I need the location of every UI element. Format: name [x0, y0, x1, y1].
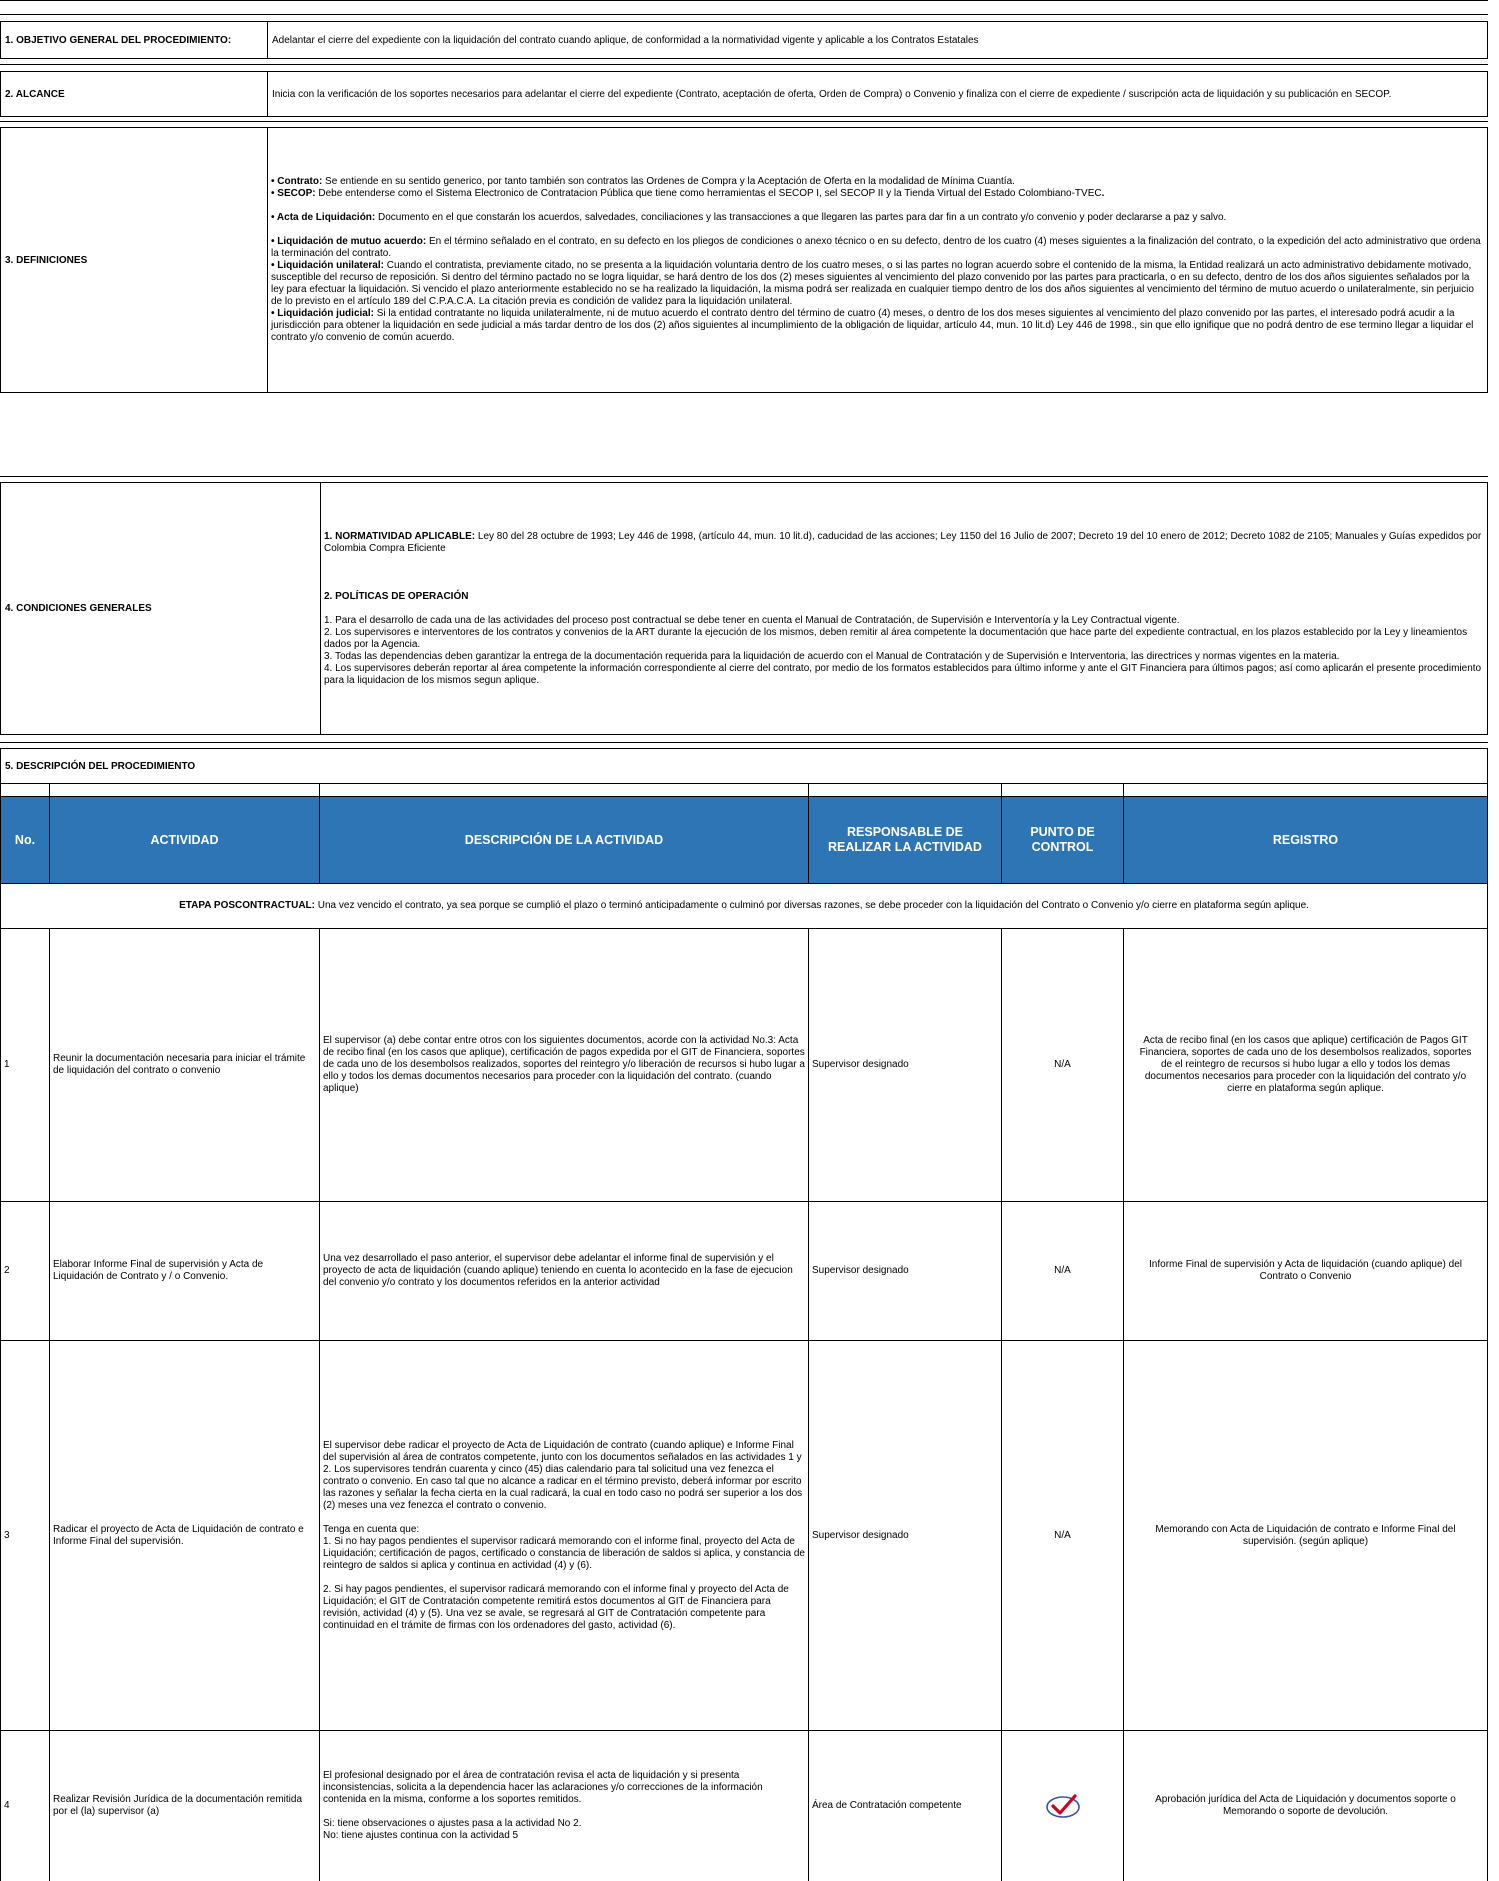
desc-paragraph: El supervisor debe radicar el proyecto de Acta de Liquidación de contrato (cuando aplique) e Informe Final del supervisión al área de contratos competente, junto con los documentos señalados en las actividades 1 y 2. Los supervisores tendrán cuarenta y cinco (45) dias calendario para tal solicitud una vez fenezca el contrato o convenio. En caso tal que no alcance a radicar en el término previsto, deberá informar por escrito las razones y señalar la fecha cierta en la cual radicará, la cual en todo caso no podrá ser superior a los dos (2) meses una vez fenezca el contrato o convenio. — [323, 1439, 803, 1511]
desc-paragraph: No: tiene ajustes continua con la actividad 5 — [323, 1830, 519, 1841]
cond-title: 1. NORMATIVIDAD APLICABLE: — [324, 530, 476, 542]
stage-text — [1, 884, 1487, 928]
policy-item: 1. Para el desarrollo de cada una de las actividades del proceso post contractual se debe tener en cuenta el Manual de Contratación, de Supervisión e Interventoría y la Ley Contractual vigente. — [324, 614, 1180, 626]
section-descripcion — [0, 748, 1488, 784]
def-term: • SECOP: — [271, 188, 316, 199]
row-descripcion — [320, 1341, 809, 1730]
section-label: 5. DESCRIPCIÓN DEL PROCEDIMIENTO — [5, 760, 196, 772]
row-responsable: Supervisor designado — [809, 1202, 1002, 1340]
row-punto-control: N/A — [1002, 1202, 1124, 1340]
desc-paragraph: 2. Si hay pagos pendientes, el supervisor radicará memorando con el informe final y proyecto del Acta de Liquidación; el GIT de Contratación competente remitirá estos documentos al GIT de Financiera para revisión, actividad (4) y (5). Una vez se avale, se regresará al GIT de Contratación competente para continuidad en el trámite de firmas con los ordenadores del gasto, actividad (6). — [323, 1583, 789, 1631]
row-number: 2 — [1, 1202, 50, 1340]
row-punto-control — [1002, 1731, 1124, 1881]
divider — [0, 64, 1488, 65]
divider — [0, 742, 1488, 743]
section-objetivo — [0, 21, 1488, 59]
header-responsable: RESPONSABLE DE REALIZAR LA ACTIVIDAD — [809, 797, 1002, 883]
policy-item: 4. Los supervisores deberán reportar al área competente la información correspondiente al cierre del contrato, por medio de los formatos establecidos para último informe y ante el GIT Financiera para últimos pagos; así como aplicarán el presente procedimiento para la liquidacion de los mismos segun aplique. — [324, 662, 1482, 686]
section-label: 2. ALCANCE — [1, 72, 268, 116]
top-rule-2 — [0, 14, 1488, 15]
row-actividad: Realizar Revisión Jurídica de la documentación remitida por el (la) supervisor (a) — [50, 1731, 320, 1881]
section-label: 1. OBJETIVO GENERAL DEL PROCEDIMIENTO: — [1, 22, 268, 58]
def-text: Debe entenderse como el Sistema Electronico de Contratacion Pública que tiene como herramientas el SECOP I, sel SECOP II y la Tienda Virtual del Estado Colombiano-TVEC — [315, 188, 1102, 199]
table-header — [0, 796, 1488, 884]
def-term: • Liquidación judicial: — [271, 308, 374, 319]
conditions-body — [321, 483, 1487, 734]
section-label: 4. CONDICIONES GENERALES — [1, 483, 321, 734]
stage-title: ETAPA POSCONTRACTUAL: — [179, 900, 315, 911]
stage-row — [0, 884, 1488, 929]
row-registro: Memorando con Acta de Liquidación de contrato e Informe Final del supervisión. (según aplique) — [1155, 1523, 1456, 1547]
row-punto-control: N/A — [1002, 1341, 1124, 1730]
desc-paragraph: 1. Si no hay pagos pendientes el supervisor radicará memorando con el informe final, proyecto del Acta de Liquidación; certificación de pagos, certificado o constancia de liberación de saldos si aplica, y constancia de reintegro de saldos si aplica y continua en actividad (4) y (6). — [323, 1535, 805, 1571]
row-number: 1 — [1, 929, 50, 1201]
section-definiciones — [0, 127, 1488, 393]
header-actividad: ACTIVIDAD — [50, 797, 320, 883]
checkmark-control-icon — [1045, 1793, 1081, 1819]
row-registro: Acta de recibo final (en los casos que aplique) certificación de Pagos GIT Financiera, soportes de cada uno de los desembolsos realizados, soportes de el reintegro de recursos si hubo lugar a ello y todos los demas documentos necesarios para proceder con la liquidación del contrato y/o cierre en plataforma según aplique. — [1139, 1035, 1472, 1094]
section-label: 3. DEFINICIONES — [1, 128, 268, 392]
cond-title: 2. POLÍTICAS DE OPERACIÓN — [324, 590, 469, 602]
desc-paragraph: Si: tiene observaciones o ajustes pasa a la actividad No 2. — [323, 1818, 582, 1829]
header-registro: REGISTRO — [1272, 832, 1339, 847]
table-row — [0, 929, 1488, 1202]
header-no: No. — [1, 797, 50, 883]
row-descripcion: El supervisor (a) debe contar entre otros con los siguientes documentos, acorde con la actividad No.3: Acta de recibo final (en los casos que aplique), certificación de pagos expedida por el GIT de Financiera, soportes de cada uno de los desembolsos realizados, soportes del reintegro y/o liberación de recursos si hubo lugar a ello y todos los demas documentos necesarios para proceder con la liquidación del contrato. (cuando aplique) — [320, 929, 809, 1201]
row-number: 4 — [1, 1731, 50, 1881]
row-actividad: Elaborar Informe Final de supervisión y Acta de Liquidación de Contrato y / o Convenio. — [50, 1202, 320, 1340]
policy-item: 3. Todas las dependencias deben garantizar la entrega de la documentación requerida para la liquidación de acuerdo con el Manual de Contratación y de Supervisión e Interventoria, las directrices y normas vigentes en la materia. — [324, 650, 1340, 662]
table-row — [0, 1731, 1488, 1881]
section-text: Adelantar el cierre del expediente con la liquidación del contrato cuando aplique, de conformidad a la normatividad vigente y aplicable a los Contratos Estatales — [272, 34, 979, 46]
row-registro: Aprobación jurídica del Acta de Liquidación y documentos soporte o Memorando o soporte de devolución. — [1155, 1794, 1456, 1817]
policy-item: 2. Los supervisores e interventores de los contratos y convenios de la ART durante la ejecución de los mismos, deben remitir al área competente la documentación que hace parte del expediente contractual, en los plazos establecido por la Ley y lineamientos dados por la Agencia. — [324, 626, 1468, 650]
def-term: • Liquidación unilateral: — [271, 260, 384, 271]
section-alcance — [0, 71, 1488, 117]
def-text: Documento en el que constarán los acuerdos, salvedades, conciliaciones y las transacciones a que llegaren las partes para dar fin a un contrato y/o convenio y poder declararse a paz y salvo. — [375, 212, 1227, 223]
row-descripcion — [320, 1731, 809, 1881]
definitions-body — [268, 128, 1487, 392]
row-responsable: Supervisor designado — [809, 1341, 1002, 1730]
table-row — [0, 1341, 1488, 1731]
def-text: Se entiende en su sentido generico, por tanto también son contratos las Ordenes de Compra y la Aceptación de Oferta en la modalidad de Mínima Cuantía. — [322, 176, 1015, 187]
def-text: Cuando el contratista, previamente citado, no se presenta a la liquidación voluntaria dentro de los cuatro meses, o si las partes no logran acuerdo sobre el contenido de la misma, la Entidad realizará un acto administrativo debidamente motivado, susceptible del recurso de reposición. Si dentro del término pactado no se logra liquidar, se hará dentro de los dos (2) meses siguientes al vencimiento del plazo convenido por las partes para practicarla, o en su defecto, dentro de los dos años siguientes señalados por la ley para efectuar la liquidación. Si vencido el plazo anteriormente establecido no se ha realizado la liquidación, la misma podrá ser realizada en cualquier tiempo dentro de los dos años siguientes al vencimiento del término de mutuo acuerdo o unilateralmente, sin perjuicio de lo previsto en el artículo 189 del C.P.A.C.A. La citación previa es condición de validez para la liquidación unilateral. — [271, 260, 1474, 307]
top-rule — [0, 0, 1488, 1]
row-punto-control: N/A — [1002, 929, 1124, 1201]
divider — [0, 121, 1488, 122]
header-descripcion: DESCRIPCIÓN DE LA ACTIVIDAD — [320, 797, 809, 883]
row-actividad: Radicar el proyecto de Acta de Liquidación de contrato e Informe Final del supervisión. — [50, 1341, 320, 1730]
row-responsable: Supervisor designado — [809, 929, 1002, 1201]
row-number: 3 — [1, 1341, 50, 1730]
desc-paragraph: El profesional designado por el área de contratación revisa el acta de liquidación y si presenta inconsistencias, solicita a la dependencia hacer las aclaraciones y/o correcciones de la información contenida en la misma, conforme a los soportes remitidos. — [323, 1770, 763, 1805]
def-term: • Contrato: — [271, 176, 323, 187]
table-row — [0, 1202, 1488, 1341]
stage-description: Una vez vencido el contrato, ya sea porque se cumplió el plazo o terminó anticipadamente o culminó por diversas razones, se debe proceder con la liquidación del Contrato o Convenio y/o cierre en plataforma según aplique. — [315, 900, 1309, 911]
desc-paragraph: Tenga en cuenta que: — [323, 1523, 420, 1535]
row-actividad: Reunir la documentación necesaria para iniciar el trámite de liquidación del contrato o convenio — [50, 929, 320, 1201]
section-condiciones — [0, 482, 1488, 735]
divider — [0, 476, 1488, 477]
row-responsable: Área de Contratación competente — [809, 1731, 1002, 1881]
row-registro: Informe Final de supervisión y Acta de liquidación (cuando aplique) del Contrato o Convenio — [1149, 1259, 1462, 1282]
cond-text: Ley 80 del 28 octubre de 1993; Ley 446 de 1998, (artículo 44, mun. 10 lit.d), caducidad de las acciones; Ley 1150 del 16 Julio de 2007; Decreto 19 del 10 enero de 2012; Decreto 1082 de 2105; Manuales y Guías expedidos por Colombia Compra Eficiente — [324, 530, 1482, 554]
def-term: • Acta de Liquidación: — [271, 212, 376, 223]
def-text: Si la entidad contratante no liquida unilateralmente, ni de mutuo acuerdo el contrato dentro del término de cuatro (4) meses, o dentro de los dos meses siguientes al vencimiento del plazo convenido por las partes, el interesado podrá acudir a la jurisdicción para obtener la liquidación en sede judicial a más tardar dentro de los dos (2) años siguientes al incumplimiento de la obligación de liquidar, artículo 44, mun. 10 lit.d) Ley 446 de 1998., sin que ello ignifique que no podrá dentro de ese termino llegar a liquidar el contrato y/o convenio de común acuerdo. — [271, 308, 1474, 343]
section-text: Inicia con la verificación de los soportes necesarios para adelantar el cierre del expediente (Contrato, aceptación de oferta, Orden de Compra) o Convenio y finaliza con el cierre de expediente / suscripción acta de liquidación y su publicación en SECOP. — [272, 88, 1392, 100]
def-term: • Liquidación de mutuo acuerdo: — [271, 236, 427, 247]
def-text: En el término señalado en el contrato, en su defecto en los pliegos de condiciones o anexo técnico o en su defecto, dentro de los cuatro (4) meses siguientes a la finalización del contrato, o la expedición del acto administrativo que ordena la terminación del contrato. — [271, 236, 1481, 259]
header-punto-control: PUNTO DE CONTROL — [1002, 797, 1124, 883]
row-descripcion: Una vez desarrollado el paso anterior, el supervisor debe adelantar el informe final de supervisión y el proyecto de acta de liquidación (cuando aplique) teniendo en cuenta lo acontecido en la fase de ejecucion del convenio y/o contrato y los documentos referidos en la anterior actividad — [320, 1202, 809, 1340]
def-text-end: . — [1101, 188, 1105, 199]
